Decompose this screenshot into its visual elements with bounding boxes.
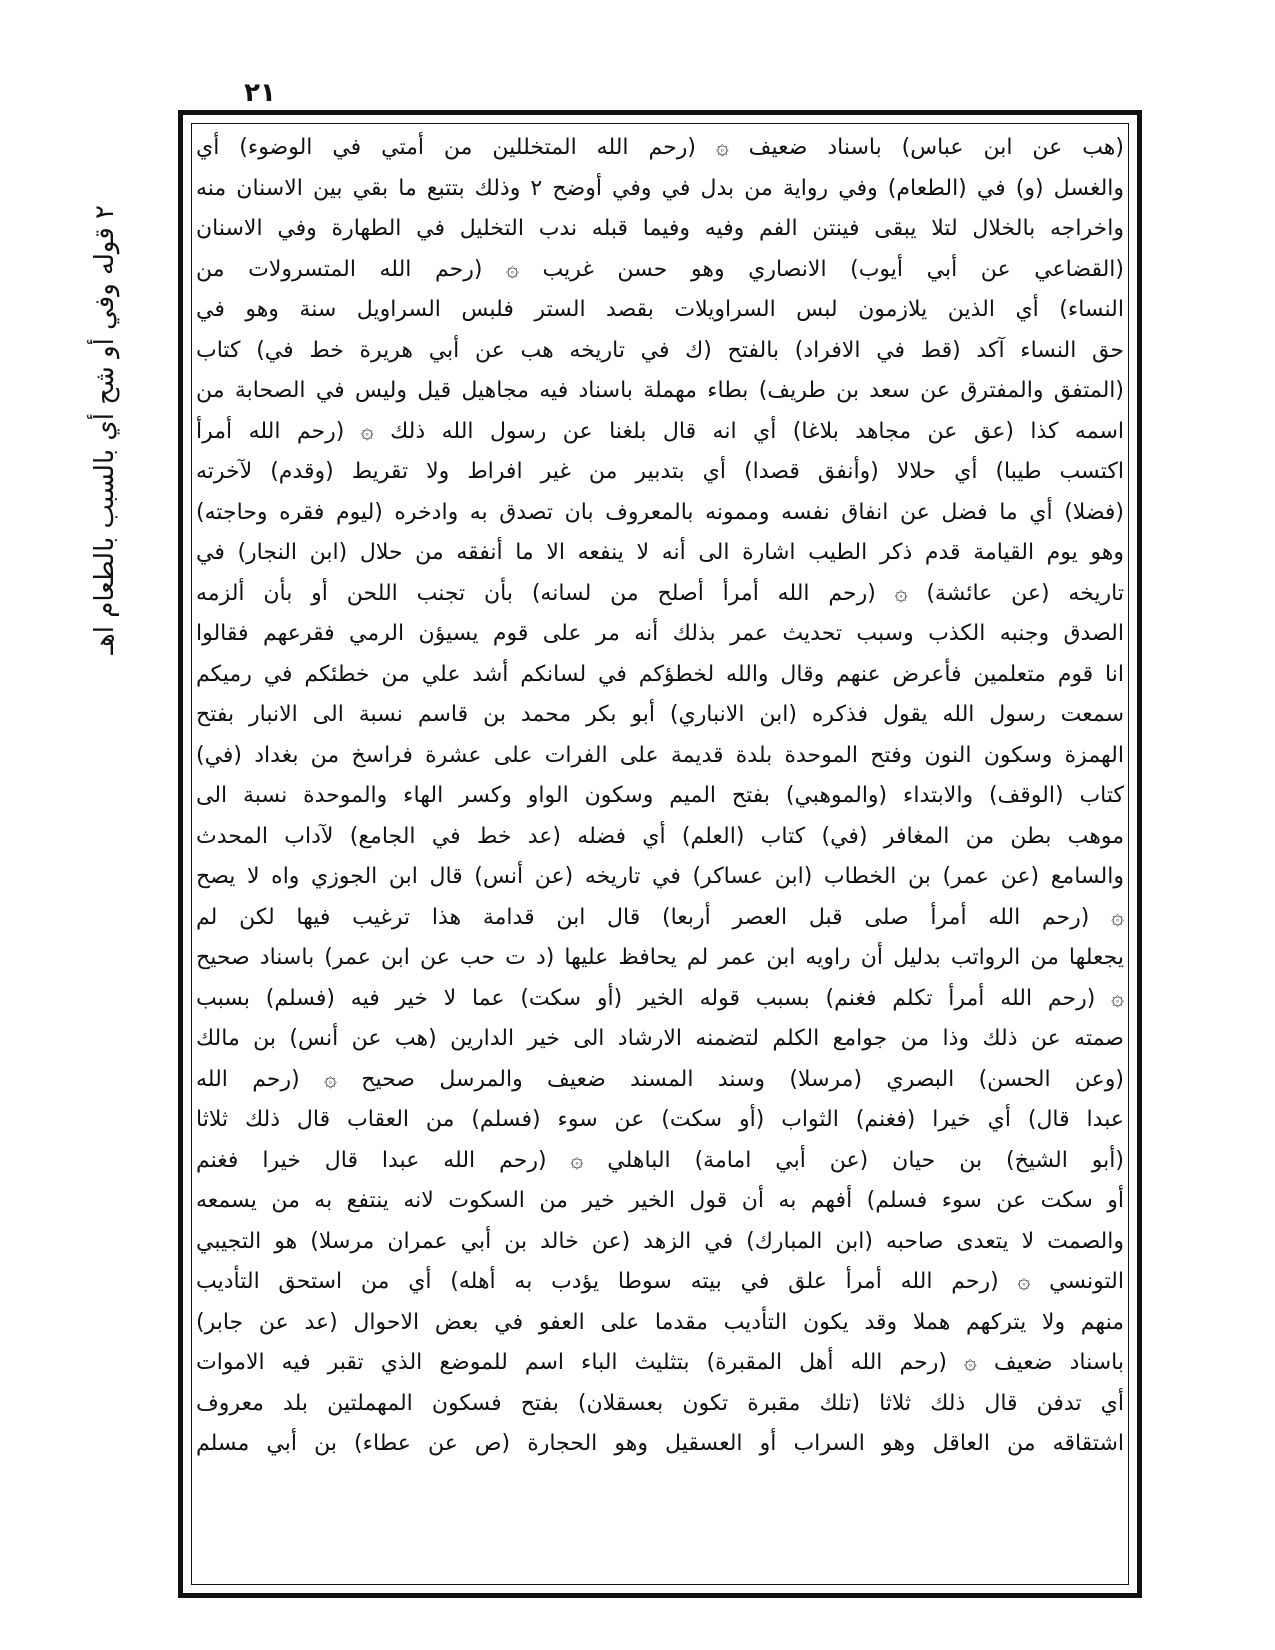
text-line: والغسل (و) في (الطعام) وفي رواية من بدل في وفي أوضح ٢ وذلك بتتبع ما بقي بين الاسنان منه xyxy=(196,175,1124,201)
text-line: موهب بطن من المغافر (في) كتاب (العلم) أي فضله (عد خط في الجامع) لآداب المحدث xyxy=(196,823,1124,849)
text-line: ۞ (رحم الله أمرأ تكلم فغنم) بسبب قوله الخير (أو سكت) عما لا خير فيه (فسلم) بسبب xyxy=(196,985,1124,1011)
text-line: ۞ (رحم الله أمرأ صلى قبل العصر أربعا) قال ابن قدامة هذا ترغيب فيها لكن لم xyxy=(196,904,1124,930)
text-line: الهمزة وسكون النون وفتح الموحدة بلدة قديمة على الفرات على عشرة فراسخ من بغداد (في) xyxy=(196,742,1124,768)
text-line: اسمه كذا (عق عن مجاهد بلاغا) أي انه قال بلغنا عن رسول الله ذلك ۞ (رحم الله أمرأ xyxy=(196,418,1124,444)
text-line: (المتفق والمفترق عن سعد بن طريف) بطاء مهملة باسناد فيه مجاهيل قيل وليس في الصحابة من xyxy=(196,378,1124,403)
text-line: أو سكت عن سوء فسلم) أفهم به أن قول الخير خير من السكوت لانه ينتفع به من يسمعه xyxy=(196,1188,1124,1213)
text-line: (وعن الحسن) البصري (مرسلا) وسند المسند ضعيف والمرسل صحيح ۞ (رحم الله xyxy=(196,1066,1124,1092)
text-line: انا قوم متعلمين فأعرض عنهم وقال والله لخطؤكم في لسانكم أشد علي من خطئكم في رميكم xyxy=(196,661,1124,687)
main-text xyxy=(196,128,1124,1465)
text-line: واخراجه بالخلال لتلا يبقى فينتن الفم وفيه وفيما قبله ندب التخليل في الطهارة وفي الاسنان xyxy=(196,216,1124,241)
text-line: كتاب (الوقف) والابتداء (والموهبي) بفتح الميم وسكون الواو وكسر الهاء والموحدة نسبة الى xyxy=(196,783,1124,808)
text-line: يجعلها من الرواتب بدليل أن راويه ابن عمر لم يحافظ عليها (د ت حب عن ابن عمر) باسناد صحيح xyxy=(196,945,1124,970)
text-line: صمته عن ذلك وذا من جوامع الكلم لتضمنه الارشاد الى خير الدارين (هب عن أنس) بن مالك xyxy=(196,1026,1124,1051)
text-line: وهو يوم القيامة قدم ذكر الطيب اشارة الى أنه لا ينفعه الا ما أنفقه من حلال (ابن النجار) في xyxy=(196,540,1124,565)
text-line: الصدق وجنبه الكذب وسبب تحديث عمر بذلك أنه مر على قوم يسيؤن الرمي فقرعهم فقالوا xyxy=(196,621,1124,646)
text-line: اكتسب طيبا) أي حلالا (وأنفق قصدا) أي بتدبير من غير افراط ولا تقريط (وقدم) لآخرته xyxy=(196,459,1124,484)
text-line: النساء) أي الذين يلازمون لبس السراويلات بقصد الستر فلبس السراويل سنة وهو في xyxy=(196,297,1124,322)
text-line: منهم ولا يتركهم هملا وقد يكون التأديب مقدما على العفو في بعض الاحوال (عد عن جابر) xyxy=(196,1309,1124,1335)
text-line: (فضلا) أي ما فضل عن انفاق نفسه وممونه بالمعروف بان تصدق به وادخره (ليوم فقره وحاجته) xyxy=(196,499,1124,525)
text-line: (القضاعي عن أبي أيوب) الانصاري وهو حسن غريب ۞ (رحم الله المتسرولات من xyxy=(196,256,1124,282)
text-line: (أبو الشيخ) بن حيان (عن أبي امامة) الباهلي ۞ (رحم الله عبدا قال خيرا فغنم xyxy=(196,1147,1124,1173)
text-line: تاريخه (عن عائشة) ۞ (رحم الله أمرأ أصلح من لسانه) بأن تجنب اللحن أو بأن ألزمه xyxy=(196,580,1124,606)
text-line: حق النساء آكد (قط في الافراد) بالفتح (ك في تاريخه هب عن أبي هريرة خط في) كتاب xyxy=(196,337,1124,363)
text-line: والصمت لا يتعدى صاحبه (ابن المبارك) في الزهد (عن خالد بن أبي عمران مرسلا) هو التجيبي xyxy=(196,1228,1124,1254)
text-line: باسناد ضعيف ۞ (رحم الله أهل المقبرة) بتثليث الباء اسم للموضع الذي تقبر فيه الاموات xyxy=(196,1350,1124,1375)
margin-note-text: ٢ قوله وفي أو شح أي بالسبب بالطعام اهـ xyxy=(90,205,120,655)
text-line: (هب عن ابن عباس) باسناد ضعيف ۞ (رحم الله المتخللين من أمتي في الوضوء) أي xyxy=(196,135,1124,160)
text-line: التونسي ۞ (رحم الله أمرأ علق في بيته سوطا يؤدب به أهله) أي من استحق التأديب xyxy=(196,1269,1124,1294)
page-number: ٢١ xyxy=(244,78,276,108)
margin-note xyxy=(70,150,140,710)
text-line: سمعت رسول الله يقول فذكره (ابن الانباري) أبو بكر محمد بن قاسم نسبة الى الانبار بفتح xyxy=(196,702,1124,727)
text-line: والسامع (عن عمر) بن الخطاب (ابن عساكر) في تاريخه (عن أنس) قال ابن الجوزي واه لا يصح xyxy=(196,864,1124,889)
text-line: أي تدفن قال ذلك ثلاثا (تلك مقبرة تكون بعسقلان) بفتح فسكون المهملتين بلد معروف xyxy=(196,1390,1124,1416)
text-line: عبدا قال) أي خيرا (فغنم) الثواب (أو سكت) عن سوء (فسلم) من العقاب قال ذلك ثلاثا xyxy=(196,1107,1124,1132)
text-line: اشتقاقه من العاقل وهو السراب أو العسقيل وهو الحجارة (ص عن عطاء) بن أبي مسلم xyxy=(196,1431,1124,1456)
